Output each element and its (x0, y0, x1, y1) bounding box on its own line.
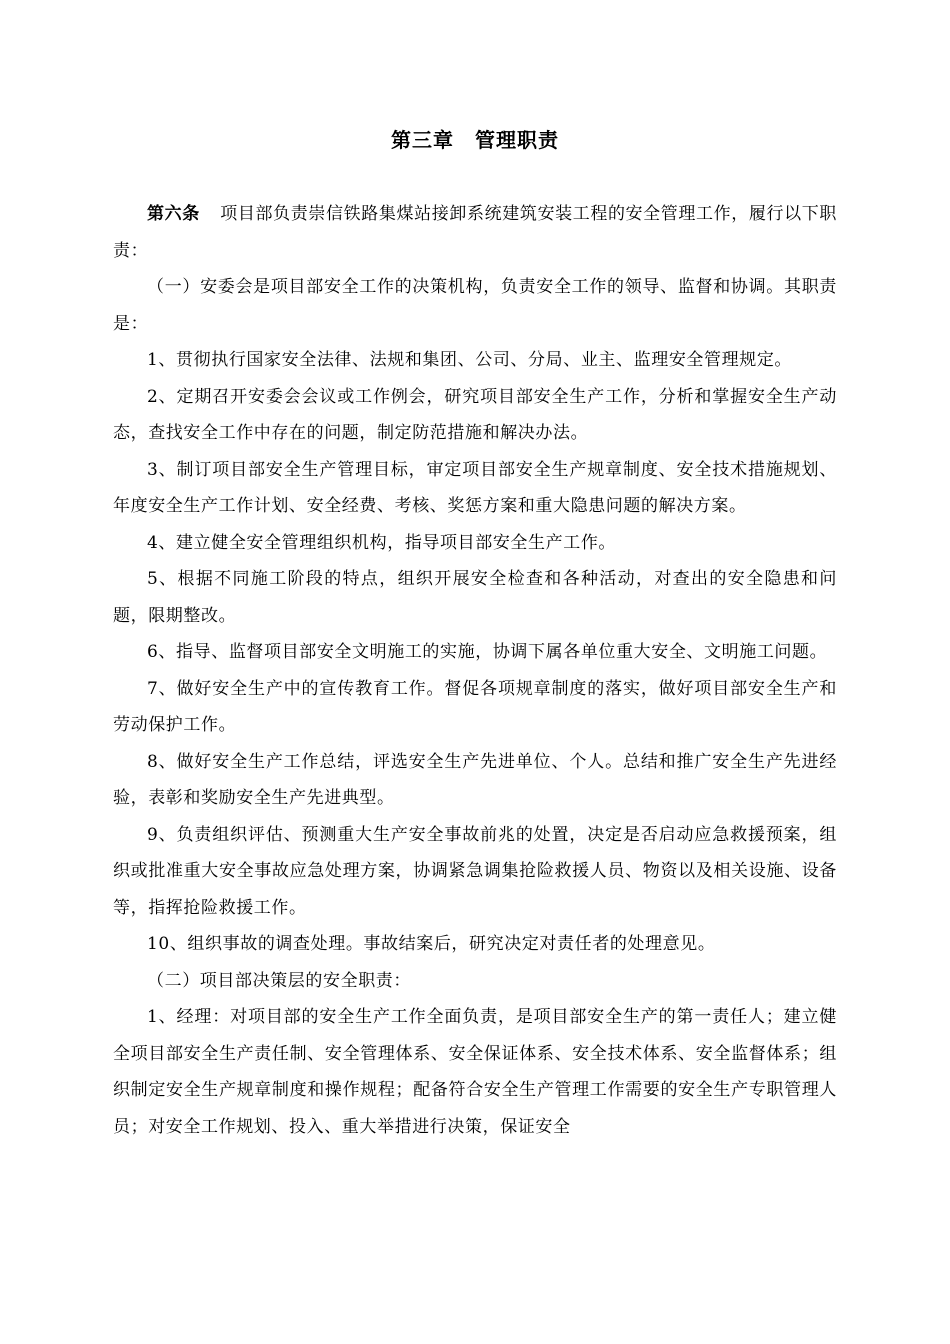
article-label: 第六条 (147, 204, 200, 224)
paragraph-item-7: 7、做好安全生产中的宣传教育工作。督促各项规章制度的落实，做好项目部安全生产和劳动保护工作。 (113, 678, 837, 735)
paragraph-item-9: 9、负责组织评估、预测重大生产安全事故前兆的处置，决定是否启动应急救援预案，组织或批准重大安全事故应急处理方案，协调紧急调集抢险救援人员、物资以及相关设施、设备等，指挥抢险救援工作。 (113, 824, 837, 918)
chapter-title: 第三章 管理职责 (391, 128, 559, 152)
paragraph-item-1: 1、贯彻执行国家安全法律、法规和集团、公司、分局、业主、监理安全管理规定。 (147, 350, 793, 370)
article-intro: 项目部负责崇信铁路集煤站接卸系统建筑安装工程的安全管理工作，履行以下职责： (113, 204, 837, 261)
paragraph-item-6: 6、指导、监督项目部安全文明施工的实施，协调下属各单位重大安全、文明施工问题。 (147, 642, 828, 662)
paragraph-item-8: 8、做好安全生产工作总结，评选安全生产先进单位、个人。总结和推广安全生产先进经验，表彰和奖励安全生产先进典型。 (113, 751, 837, 808)
paragraph-item-3: 3、制订项目部安全生产管理目标，审定项目部安全生产规章制度、安全技术措施规划、年度安全生产工作计划、安全经费、考核、奖惩方案和重大隐患问题的解决方案。 (113, 459, 837, 516)
paragraph-item-4: 4、建立健全安全管理组织机构，指导项目部安全生产工作。 (147, 532, 617, 553)
article-paragraph (113, 196, 837, 269)
paragraph-decision-layer-heading: （二）项目部决策层的安全职责： (147, 970, 411, 991)
paragraph-manager-duties: 1、经理：对项目部的安全生产工作全面负责，是项目部安全生产的第一责任人；建立健全项目部安全生产责任制、安全管理体系、安全保证体系、安全技术体系、安全监督体系；组织制定安全生产规章制度和操作规程；配备符合安全生产管理工作需要的安全生产专职管理人员；对安全工作规划、投入、重大举措进行决策，保证安全 (113, 1007, 837, 1137)
paragraph-item-5: 5、根据不同施工阶段的特点，组织开展安全检查和各种活动，对查出的安全隐患和问题，限期整改。 (113, 569, 837, 626)
document-body (113, 196, 837, 1145)
paragraph-item-10: 10、组织事故的调查处理。事故结案后，研究决定对责任者的处理意见。 (147, 934, 716, 954)
paragraph-committee-intro: （一）安委会是项目部安全工作的决策机构，负责安全工作的领导、监督和协调。其职责是： (113, 277, 837, 334)
paragraph-item-2: 2、定期召开安委会会议或工作例会，研究项目部安全生产工作，分析和掌握安全生产动态，查找安全工作中存在的问题，制定防范措施和解决办法。 (113, 386, 837, 443)
